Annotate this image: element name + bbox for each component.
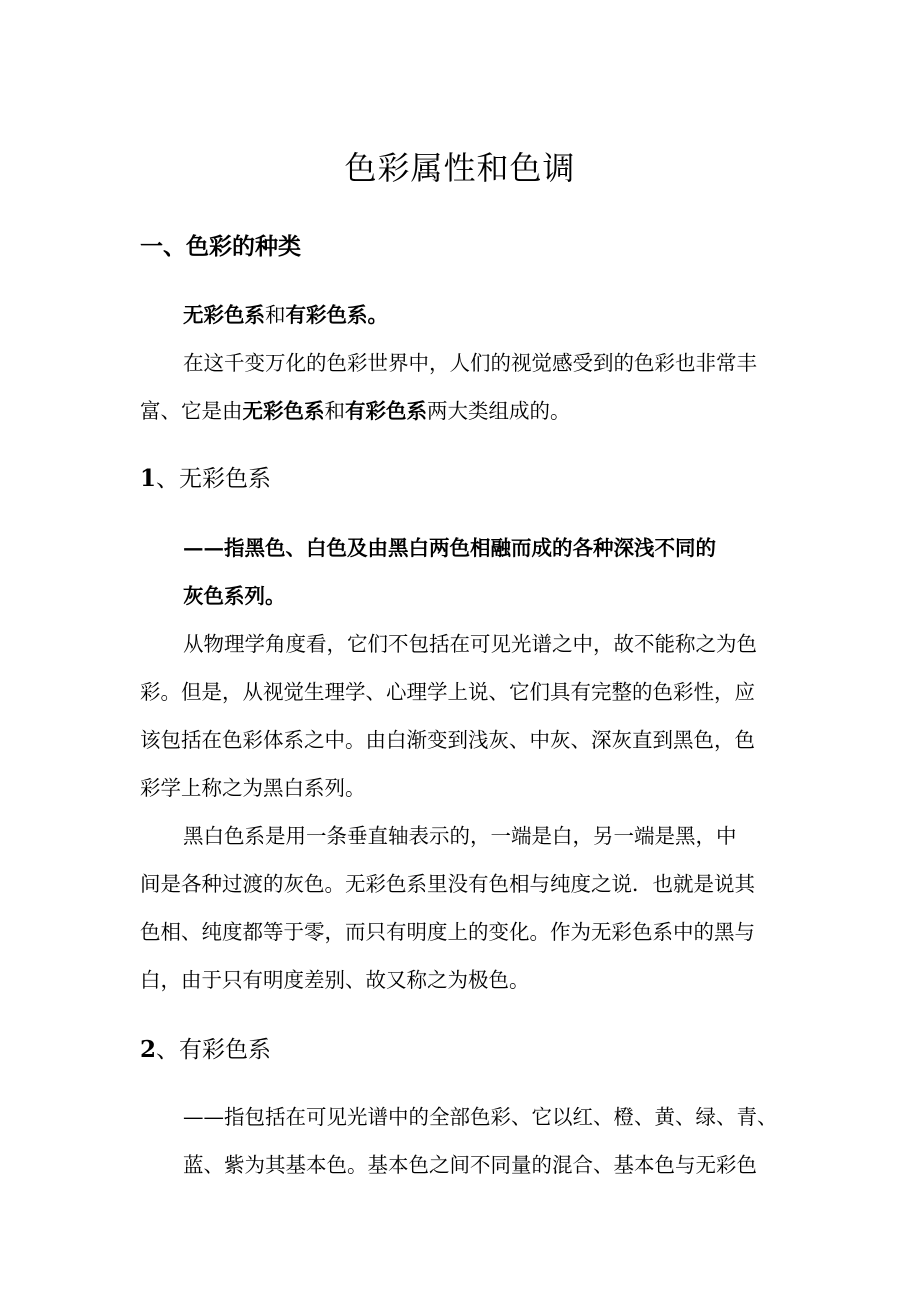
paragraph-line: 间是各种过渡的灰色。无彩色系里没有色相与纯度之说．也就是说其 bbox=[140, 872, 755, 896]
subsection-heading-chromatic bbox=[140, 1031, 271, 1069]
subsection-number: 2 bbox=[140, 1036, 157, 1063]
lead-conjunction: 和 bbox=[265, 303, 286, 327]
paragraph-line: 从物理学角度看，它们不包括在可见光谱之中，故不能称之为色 bbox=[183, 632, 757, 656]
text-run: 富、它是由 bbox=[140, 399, 243, 423]
subsection-title: 、有彩色系 bbox=[156, 1037, 272, 1063]
paragraph-line: 黑白色系是用一条垂直轴表示的，一端是白，另一端是黑，中 bbox=[183, 824, 737, 848]
lead-line bbox=[183, 298, 388, 332]
paragraph-line: 白，由于只有明度差别、故又称之为极色。 bbox=[140, 968, 530, 992]
definition-line: 灰色系列。 bbox=[183, 584, 286, 608]
paragraph-line: 色相、纯度都等于零，而只有明度上的变化。作为无彩色系中的黑与 bbox=[140, 920, 755, 944]
subsection-number: 1 bbox=[140, 465, 157, 492]
subsection-heading-achromatic bbox=[140, 460, 271, 498]
paragraph-line: 彩学上称之为黑白系列。 bbox=[140, 776, 366, 800]
paragraph-line: 该包括在色彩体系之中。由白渐变到浅灰、中灰、深灰直到黑色，色 bbox=[140, 728, 755, 752]
definition-line: 蓝、紫为其基本色。基本色之间不同量的混合、基本色与无彩色 bbox=[183, 1153, 757, 1177]
paragraph-line bbox=[140, 394, 571, 428]
term-achromatic: 无彩色系 bbox=[242, 399, 325, 423]
lead-term-achromatic: 无彩色系 bbox=[183, 303, 265, 327]
text-run: 两大类组成的。 bbox=[427, 399, 571, 423]
term-chromatic: 有彩色系 bbox=[345, 399, 427, 423]
definition-line: ——指黑色、白色及由黑白两色相融而成的各种深浅不同的 bbox=[183, 536, 716, 560]
lead-term-chromatic: 有彩色系。 bbox=[285, 303, 388, 327]
definition-line: ——指包括在可见光谱中的全部色彩、它以红、橙、黄、绿、青、 bbox=[183, 1105, 778, 1129]
document-title: 色彩属性和色调 bbox=[344, 149, 576, 187]
paragraph-line: 彩。但是，从视觉生理学、心理学上说、它们具有完整的色彩性，应 bbox=[140, 680, 755, 704]
section-heading-color-types: 一、色彩的种类 bbox=[140, 233, 301, 260]
text-run: 和 bbox=[324, 399, 345, 423]
paragraph-line: 在这千变万化的色彩世界中，人们的视觉感受到的色彩也非常丰 bbox=[183, 351, 757, 375]
subsection-title: 、无彩色系 bbox=[156, 466, 272, 492]
